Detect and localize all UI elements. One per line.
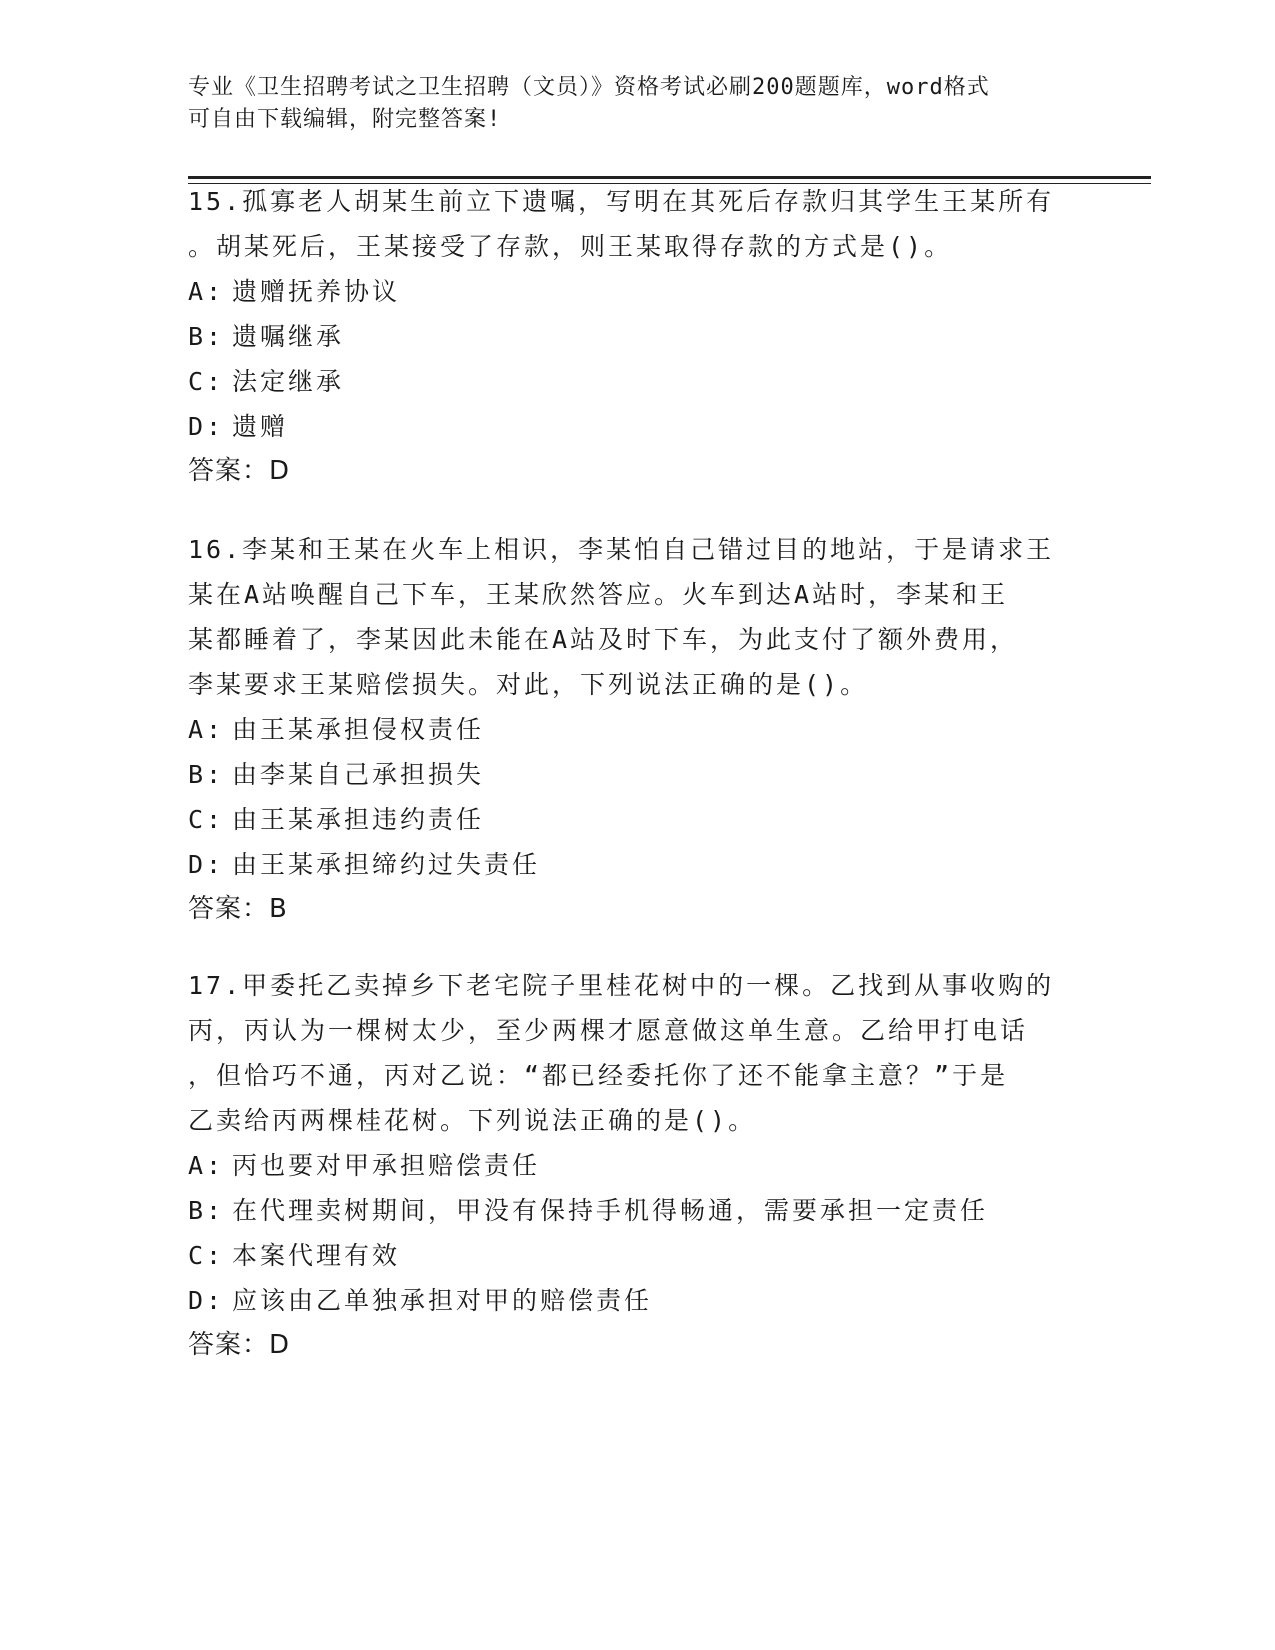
- question-stem: [188, 527, 1088, 707]
- option-text: 在代理卖树期间，甲没有保持手机得畅通，需要承担一定责任: [232, 1196, 989, 1225]
- option-text: 由王某承担侵权责任: [232, 715, 485, 744]
- question-stem: [188, 963, 1088, 1143]
- option-d: [188, 1278, 1088, 1323]
- header-line-2: 可自由下载编辑，附完整答案!: [188, 107, 502, 132]
- option-letter: A:: [188, 277, 225, 306]
- option-text: 遗赠: [232, 412, 289, 441]
- option-text: 遗嘱继承: [232, 322, 345, 351]
- option-letter: B:: [188, 322, 225, 351]
- option-text: 法定继承: [232, 367, 345, 396]
- option-text: 丙也要对甲承担赔偿责任: [232, 1151, 541, 1180]
- document-header: [188, 72, 1088, 136]
- option-a: [188, 1143, 1088, 1188]
- stem-line: ，但恰巧不通，丙对乙说：“都已经委托你了还不能拿主意？”于是: [188, 1061, 1009, 1090]
- stem-line: 乙卖给丙两棵桂花树。下列说法正确的是()。: [188, 1106, 757, 1135]
- option-letter: C:: [188, 805, 225, 834]
- answer-label: 答案：D: [188, 456, 291, 486]
- option-c: [188, 359, 1088, 404]
- stem-line: 。胡某死后，王某接受了存款，则王某取得存款的方式是()。: [188, 232, 953, 261]
- question-15: [188, 179, 1088, 494]
- option-letter: C:: [188, 367, 225, 396]
- option-text: 遗赠抚养协议: [232, 277, 401, 306]
- option-letter: A:: [188, 715, 225, 744]
- option-b: [188, 1188, 1088, 1233]
- option-letter: B:: [188, 760, 225, 789]
- question-17: [188, 963, 1088, 1368]
- stem-line: 某在A站唤醒自己下车，王某欣然答应。火车到达A站时，李某和王: [188, 580, 1009, 609]
- option-a: [188, 707, 1088, 752]
- question-16: [188, 527, 1088, 932]
- option-letter: D:: [188, 850, 225, 879]
- stem-line: 某都睡着了，李某因此未能在A站及时下车，为此支付了额外费用，: [188, 625, 1019, 654]
- option-letter: A:: [188, 1151, 225, 1180]
- option-d: [188, 404, 1088, 449]
- option-text: 由李某自己承担损失: [232, 760, 485, 789]
- header-line-1: 专业《卫生招聘考试之卫生招聘（文员）》资格考试必刷200题题库，word格式: [188, 75, 990, 100]
- option-letter: D:: [188, 1286, 225, 1315]
- question-stem: [188, 179, 1088, 269]
- option-c: [188, 1233, 1088, 1278]
- option-text: 由王某承担违约责任: [232, 805, 485, 834]
- stem-line: 李某要求王某赔偿损失。对此，下列说法正确的是()。: [188, 670, 869, 699]
- option-b: [188, 314, 1088, 359]
- option-text: 由王某承担缔约过失责任: [232, 850, 541, 879]
- option-d: [188, 842, 1088, 887]
- answer-label: 答案：D: [188, 1330, 291, 1360]
- option-letter: D:: [188, 412, 225, 441]
- option-a: [188, 269, 1088, 314]
- stem-line: 丙，丙认为一棵树太少，至少两棵才愿意做这单生意。乙给甲打电话: [188, 1016, 1029, 1045]
- option-c: [188, 797, 1088, 842]
- option-text: 应该由乙单独承担对甲的赔偿责任: [232, 1286, 653, 1315]
- stem-line: 17.甲委托乙卖掉乡下老宅院子里桂花树中的一棵。乙找到从事收购的: [188, 971, 1055, 1000]
- option-text: 本案代理有效: [232, 1241, 401, 1270]
- stem-line: 15.孤寡老人胡某生前立下遗嘱，写明在其死后存款归其学生王某所有: [188, 187, 1055, 216]
- option-letter: B:: [188, 1196, 225, 1225]
- option-b: [188, 752, 1088, 797]
- answer-label: 答案：B: [188, 894, 288, 924]
- option-letter: C:: [188, 1241, 225, 1270]
- stem-line: 16.李某和王某在火车上相识，李某怕自己错过目的地站，于是请求王: [188, 535, 1055, 564]
